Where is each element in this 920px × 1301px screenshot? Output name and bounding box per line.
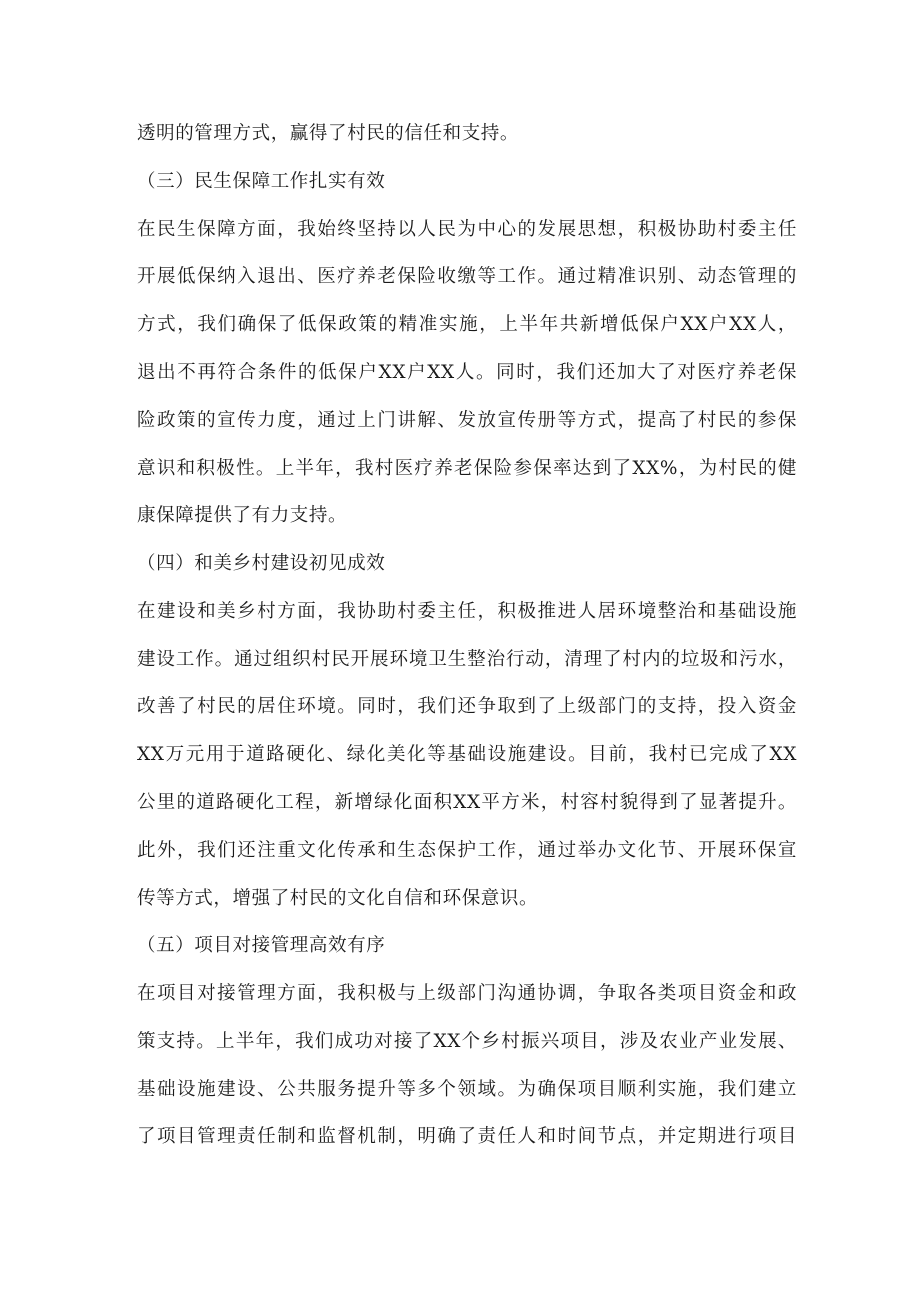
text-line: 在项目对接管理方面，我积极与上级部门沟通协调，争取各类项目资金和政: [137, 983, 797, 1004]
text-line: 基础设施建设、公共服务提升等多个领域。为确保项目顺利实施，我们建立: [137, 1079, 797, 1100]
text-line: 在建设和美乡村方面，我协助村委主任，积极推进人居环境整治和基础设施: [137, 601, 797, 622]
text-line: 康保障提供了有力支持。: [137, 505, 348, 526]
text-line: 改善了村民的居住环境。同时，我们还争取到了上级部门的支持，投入资金: [137, 696, 797, 717]
text-line: 开展低保纳入退出、医疗养老保险收缴等工作。通过精准识别、动态管理的: [137, 266, 797, 287]
text-line: 策支持。上半年，我们成功对接了XX个乡村振兴项目，涉及农业产业发展、: [137, 1031, 797, 1052]
text-line: 建设工作。通过组织村民开展环境卫生整治行动，清理了村内的垃圾和污水，: [137, 649, 797, 670]
text-line: 了项目管理责任制和监督机制，明确了责任人和时间节点，并定期进行项目: [137, 1126, 797, 1147]
text-line: 透明的管理方式，赢得了村民的信任和支持。: [137, 123, 520, 144]
text-line: 公里的道路硬化工程，新增绿化面积XX平方米，村容村貌得到了显著提升。: [137, 792, 797, 813]
text-line: 在民生保障方面，我始终坚持以人民为中心的发展思想，积极协助村委主任: [137, 219, 797, 240]
text-line: 此外，我们还注重文化传承和生态保护工作，通过举办文化节、开展环保宣: [137, 840, 797, 861]
text-line: 方式，我们确保了低保政策的精准实施，上半年共新增低保户XX户XX人，: [137, 314, 797, 335]
text-line: 险政策的宣传力度，通过上门讲解、发放宣传册等方式，提高了村民的参保: [137, 410, 797, 431]
text-line: 传等方式，增强了村民的文化自信和环保意识。: [137, 888, 539, 909]
text-line: XX万元用于道路硬化、绿化美化等基础设施建设。目前，我村已完成了XX: [137, 744, 797, 765]
text-line: 意识和积极性。上半年，我村医疗养老保险参保率达到了XX%，为村民的健: [137, 458, 797, 479]
section-heading: （五）项目对接管理高效有序: [137, 935, 386, 956]
section-heading: （三）民生保障工作扎实有效: [137, 171, 386, 192]
text-line: 退出不再符合条件的低保户XX户XX人。同时，我们还加大了对医疗养老保: [137, 362, 797, 383]
section-heading: （四）和美乡村建设初见成效: [137, 553, 386, 574]
